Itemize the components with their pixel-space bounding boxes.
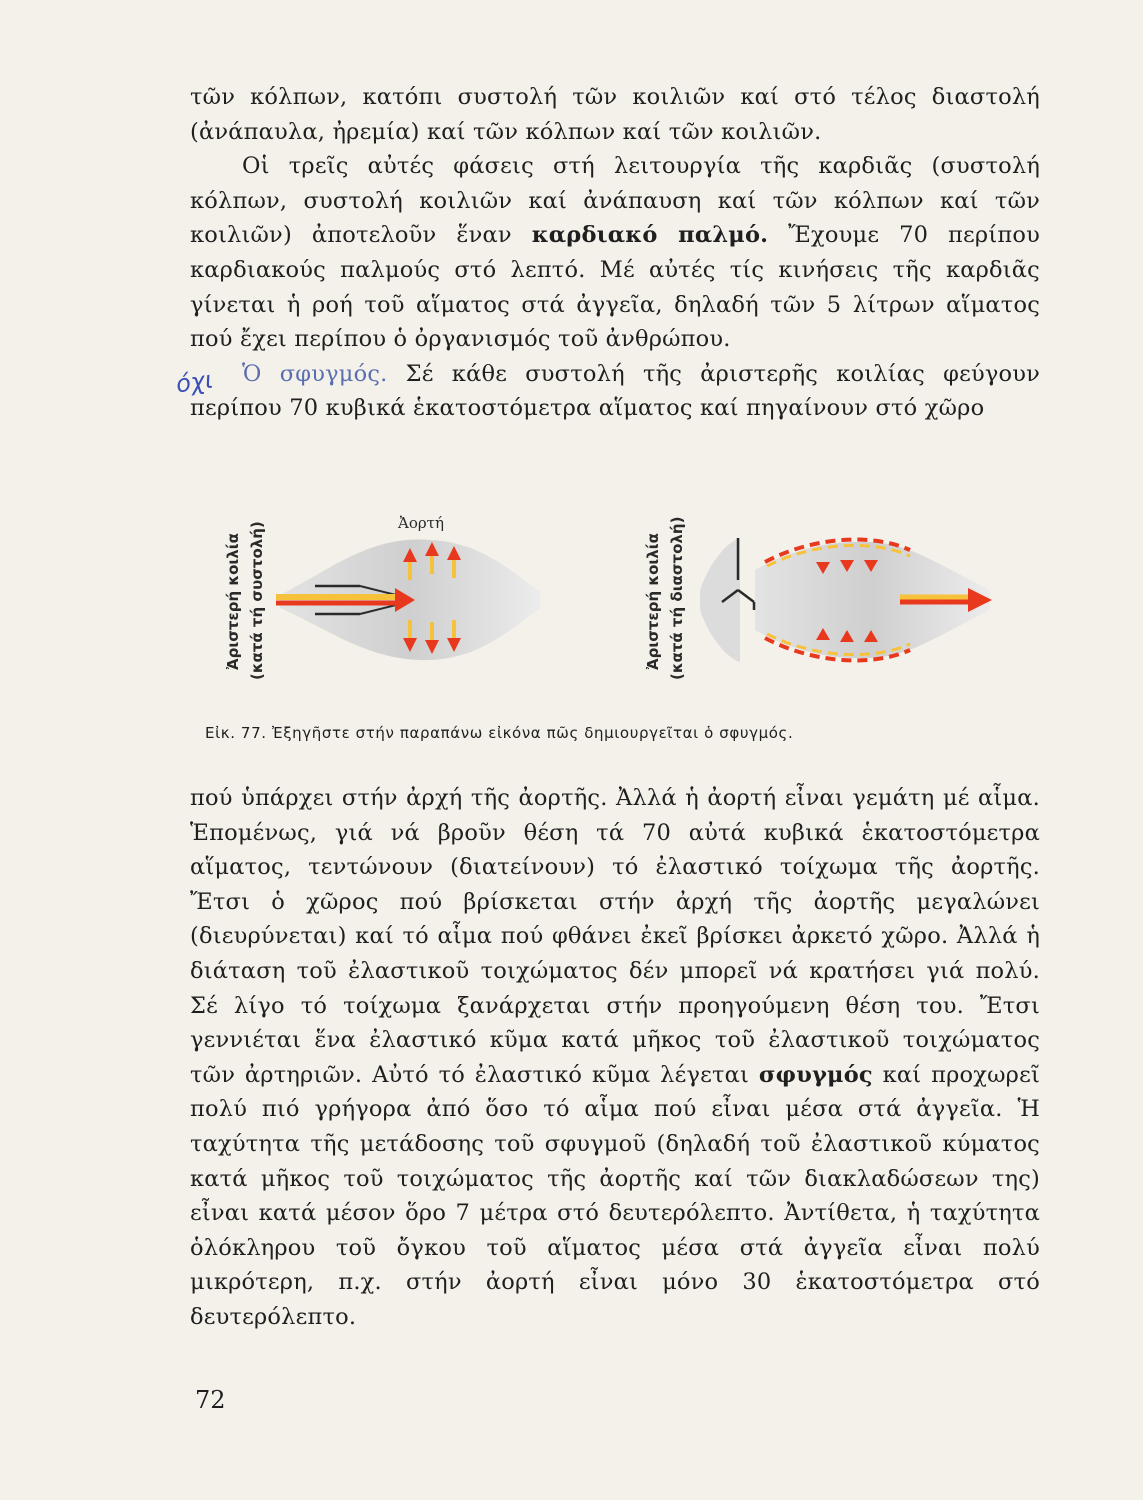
diastole-diagram	[644, 517, 992, 680]
handwritten-note: όχι	[174, 365, 215, 399]
text-run: Οἱ τρεῖς αὐτές φάσεις στή λειτουργία τῆς καρδιᾶς (συστολή κόλπων, συστολή κοιλιῶν καί ἀνάπαυση καί τῶν κόλπων καί τῶν κοιλιῶν) ἀποτελοῦν ἕναν	[190, 153, 1040, 249]
systole-label-2: (κατά τή συστολή)	[248, 521, 266, 680]
figure-caption: Εἰκ. 77. Ἐξηγῆστε στήν παραπάνω εἰκόνα πῶς δημιουργεῖται ὁ σφυγμός.	[205, 724, 794, 742]
paragraph	[190, 80, 1040, 149]
section-heading: Ὁ σφυγμός.	[242, 360, 388, 387]
paragraph	[190, 357, 1040, 426]
text-run: καί προχωρεῖ πολύ πιό γρήγορα ἀπό ὅσο τό αἷμα πού εἶναι μέσα στά ἀγγεῖα. Ἡ ταχύτητα τῆς μετάδοσης τοῦ σφυγμοῦ (δηλαδή τοῦ ἐλαστικοῦ κύματος κατά μῆκος τοῦ τοιχώματος τῆς ἀορτῆς καί τῶν διακλαδώσεων της) εἶναι κατά μέσον ὅρο 7 μέτρα στό δευτερόλεπτο. Ἀντίθετα, ἡ ταχύτητα ὁλόκληρου τοῦ ὄγκου τοῦ αἵματος μέσα στά ἀγγεῖα εἶναι πολύ μικρότερη, π.χ. στήν ἀορτή εἶναι μόνο 30 ἑκατοστόμετρα στό δευτερόλεπτο.	[190, 1061, 1040, 1330]
pulse-diagram	[210, 500, 1060, 700]
text-block-top	[190, 80, 1040, 426]
ventricle-shadow	[700, 538, 740, 662]
systole-label-1: Ἀριστερή κοιλία	[224, 533, 242, 670]
diastole-label-2: (κατά τή διαστολή)	[668, 516, 686, 680]
text-run: τῶν κόλπων, κατόπι συστολή τῶν κοιλιῶν καί στό τέλος διαστολή (ἀνάπαυλα, ἠρεμία) καί τῶν κόλπων καί τῶν κοιλιῶν.	[190, 84, 1040, 145]
pulse-figure	[210, 500, 1060, 700]
diastole-label-1: Ἀριστερή κοιλία	[644, 533, 662, 670]
systole-diagram	[224, 514, 540, 680]
page-number: 72	[195, 1386, 226, 1414]
paragraph	[190, 781, 1040, 1335]
bold-term: καρδιακό παλμό.	[531, 222, 769, 249]
text-run: Σέ κάθε συστολή τῆς ἀριστερῆς κοιλίας φεύγουν περίπου 70 κυβικά ἑκατοστόμετρα αἵματος καί πηγαίνουν στό χῶρο	[190, 360, 1040, 422]
text-block-bottom	[190, 781, 1040, 1335]
text-run: Ἔχουμε 70 περίπου καρδιακούς παλμούς στό λεπτό. Μέ αὐτές τίς κινήσεις τῆς καρδιᾶς γίνεται ἡ ροή τοῦ αἵματος στά ἀγγεῖα, δηλαδή τῶν 5 λίτρων αἵματος πού ἔχει περίπου ὁ ὀργανισμός τοῦ ἀνθρώπου.	[190, 222, 1040, 353]
text-run: πού ὑπάρχει στήν ἀρχή τῆς ἀορτῆς. Ἀλλά ἡ ἀορτή εἶναι γεμάτη μέ αἷμα. Ἑπομένως, γιά νά βροῦν θέση τά 70 αὐτά κυβικά ἑκατοστόμετρα αἵματος, τεντώνουν (διατείνουν) τό ἐλαστικό τοίχωμα τῆς ἀορτῆς. Ἔτσι ὁ χῶρος πού βρίσκεται στήν ἀρχή τῆς ἀορτῆς μεγαλώνει (διευρύνεται) καί τό αἷμα πού φθάνει ἐκεῖ βρίσκει ἀρκετό χῶρο. Ἀλλά ἡ διάταση τοῦ ἐλαστικοῦ τοιχώματος δέν μπορεῖ νά κρατήσει γιά πολύ. Σέ λίγο τό τοίχωμα ξανάρχεται στήν προηγούμενη θέση του. Ἔτσι γεννιέται ἕνα ἐλαστικό κῦμα κατά μῆκος τοῦ ἐλαστικοῦ τοιχώματος τῶν ἀρτηριῶν. Αὐτό τό ἐλαστικό κῦμα λέγεται	[190, 785, 1040, 1088]
paragraph	[190, 149, 1040, 357]
aorta-label: Ἀορτή	[398, 514, 444, 532]
bold-term: σφυγμός	[758, 1061, 873, 1088]
